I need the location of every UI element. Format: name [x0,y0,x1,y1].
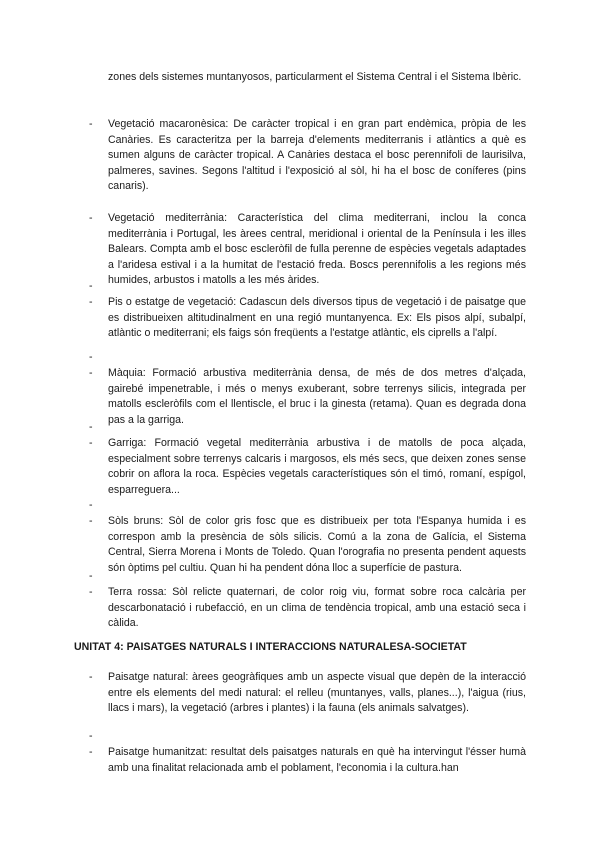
list-item-pis-estatge: Pis o estatge de vegetació: Cadascun dels diversos tipus de vegetació i de paisatge que es distribueixen altitudinalment en una regió muntanyenca. Ex: Els pisos alpí, subalpí, atlàntic o mediterrani; els faigs són freqüents a l'estatge atlàntic, els ciprells a l'alpí. [108,296,526,340]
section-heading: UNITAT 4: PAISATGES NATURALS I INTERACCIONS NATURALESA-SOCIETAT [74,641,467,653]
list-item-paisatge-natural: Paisatge natural: àrees geogràfiques amb un aspecte visual que depèn de la interacció entre els elements del medi natural: el relleu (muntanyes, valls, planes...), l'aigua (rius, llacs i mars), la vegetació (arbres i plantes) i la fauna (els animals salvatges). [108,671,526,715]
bullet-dash: - [89,671,93,683]
bullet-dash: - [89,296,93,308]
empty-bullet-dash: - [89,499,93,511]
list-item-paisatge-humanitzat: Paisatge humanitzat: resultat dels paisatges naturals en què ha intervingut l'ésser humà amb una finalitat relacionada amb el poblament, l'economia i la cultura.han [108,746,526,774]
list-item-sols-bruns: Sòls bruns: Sòl de color gris fosc que es distribueix per tota l'Espanya humida i es correspon amb la presència de sòls silicis. Comú a la zona de Galícia, el Sistema Central, Sierra Morena i Monts de Toledo. Quan l'orografia no presenta pendent aquests són òptims pel cultiu. Quan hi ha pendent dóna lloc a superfície de pastura. [108,515,526,574]
empty-bullet-dash: - [89,421,93,433]
list-item-maquia: Màquia: Formació arbustiva mediterrània densa, de més de dos metres d'alçada, gairebé impenetrable, i més o menys exuberant, sobre terrenys silicis, integrada per matolls escleròfils com el llentiscle, el bruc i la ginesta (retama). Quan es degrada dona pas a la garriga. [108,367,526,426]
list-item-garriga: Garriga: Formació vegetal mediterrània arbustiva i de matolls de poca alçada, especialment sobre terrenys calcaris i margosos, els més secs, que deixen zones sense cobrir on aflora la roca. Espècies vegetals característiques són el timó, romaní, espígol, esparreguera... [108,437,526,496]
bullet-dash: - [89,437,93,449]
bullet-dash: - [89,367,93,379]
bullet-dash: - [89,118,93,130]
bullet-dash: - [89,746,93,758]
bullet-dash: - [89,212,93,224]
list-item-terra-rossa: Terra rossa: Sòl relicte quaternari, de color roig viu, format sobre roca calcària per descarbonatació i rubefacció, en un clima de tendència tropical, amb una estació seca i càlida. [108,586,526,630]
empty-bullet-dash: - [89,280,93,292]
list-item-vegetacio-macaronesica: Vegetació macaronèsica: De caràcter tropical i en gran part endèmica, pròpia de les Canàries. Es caracteritza per la barreja d'elements mediterranis i atlàntics a què es sumen alguns de caràcter tropical. A Canàries destaca el bosc perennifoli de laurisilva, palmeres, savines. Segons l'altitud i l'exposició al sòl, hi ha el bosc de coníferes (pins canaris). [108,118,526,193]
bullet-dash: - [89,515,93,527]
empty-bullet-dash: - [89,351,93,363]
continuation-paragraph: zones dels sistemes muntanyosos, particularment el Sistema Central i el Sistema Ibèric. [108,71,522,83]
empty-bullet-dash: - [89,730,93,742]
bullet-dash: - [89,586,93,598]
list-item-vegetacio-mediterrania: Vegetació mediterrània: Característica del clima mediterrani, inclou la conca mediterrània i Portugal, les àrees central, meridional i oriental de la Península i les illes Balears. Compta amb el bosc escleròfil de fulla perenne de espècies vegetals adaptades a l'aridesa estival i a la humitat de l'estació freda. Boscs perennifolis a les regions més humides, arbustos i matolls a les més àrides. [108,212,526,287]
empty-bullet-dash: - [89,570,93,582]
